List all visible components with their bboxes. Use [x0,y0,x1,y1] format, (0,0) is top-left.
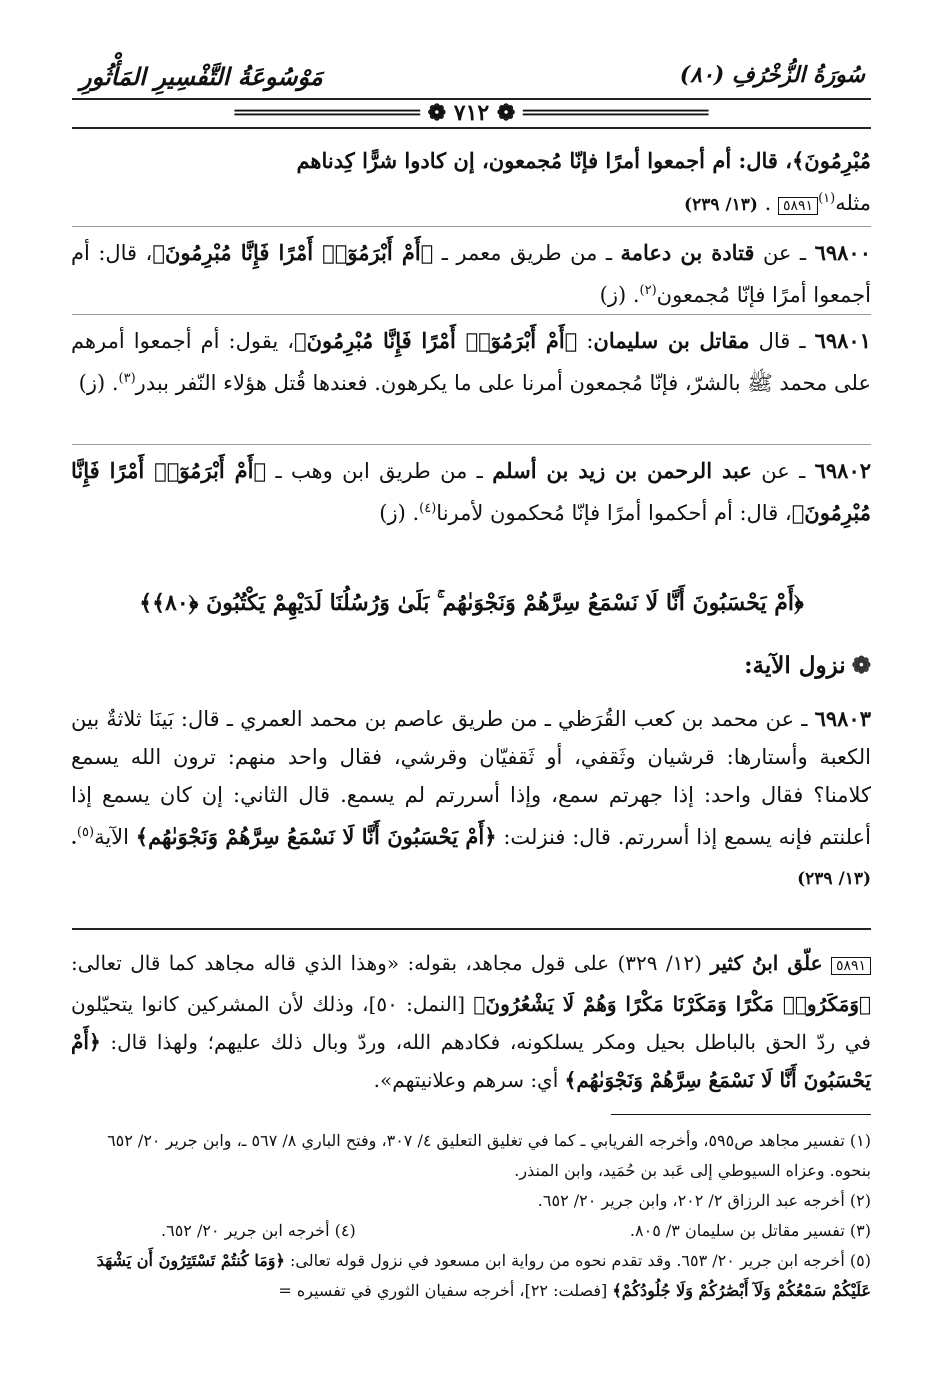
narration-69801: ٦٩٨٠١ ـ قال مقاتل بن سليمان: ﴿أَمْ أَبْرَمُوٓا۟ أَمْرًا فَإِنَّا مُبْرِمُونَ﴾، يقول: أم أجمعوا أمرهم على محمد ﷺ بالشرّ، فإنّا مُجمعون أمرنا على ما يكرهون. فعندها قُتل هؤلاء النّفر ببدر$^{(٣)}$. (ز) [71,328,871,395]
volume-ref: (١٣/ ٢٣٩) [684,195,758,215]
section-heading [744,652,871,679]
narration-text: ـ قال [758,329,806,353]
footnote-3: (٣) تفسير مقاتل بن سليمان ٣/ ٨٠٥. [629,1221,871,1240]
comment-box-ref: ٥٨٩١ [831,957,871,975]
footnote-row [71,1216,871,1246]
footnote-marker: (١) [818,191,836,206]
commentary-5891 [71,944,871,1099]
footnote-marker: (٢) [639,283,657,298]
section-heading-text: نزول الآية: [744,652,846,679]
page-ornament-left: ❁ ══════════════ [234,100,454,126]
narrator-name: مقاتل بن سليمان [593,328,750,353]
quran-verse-80: ﴿أَمْ يَحْسَبُونَ أَنَّا لَا نَسْمَعُ سِرَّهُمْ وَنَجْوَىٰهُم ۚ بَلَىٰ وَرُسُلُنَا لَدَيْهِمْ يَكْتُبُونَ ﴿٨٠﴾﴾ [139,590,804,616]
narration-text: الآية [94,825,136,849]
commentator-name: علّق ابنُ كثير [710,951,823,975]
quran-quote: ﴿وَمَا كُنتُمْ تَسْتَتِرُونَ أَن يَشْهَدَ عَلَيْكُمْ سَمْعُكُمْ وَلَآ أَبْصَٰرُكُمْ وَلَا جُلُودُكُمْ﴾ [96,1251,871,1300]
commentary-text: (١٢/ ٣٢٩) على قول مجاهد، بقوله: «وهذا الذي قاله مجاهد كما قال تعالى: [71,951,702,975]
book-title-header: مَوْسُوعَةُ التَّفْسِيرِ المَأْثُورِ [80,62,323,91]
quran-quote: ﴿أَمْ أَبْرَمُوٓا۟ أَمْرًا فَإِنَّا مُبْرِمُونَ﴾ [152,240,434,265]
narration-number: ٦٩٨٠١ [814,328,871,353]
footnote-4: (٤) أخرجه ابن جرير ٢٠/ ٦٥٢. [161,1221,356,1240]
footnote-marker: (٤) [419,501,437,516]
footnote-marker: (٥) [76,825,95,840]
separator [72,226,871,227]
narration-text: ـ من طريق معمر ـ [441,241,612,265]
narration-text: ، يقول: أم أجمعوا أمرهم على محمد ﷺ بالشرّ، فإنّا مُجمعون أمرنا على ما يكرهون. فعندها قُتل هؤلاء النّفر ببدر [71,329,871,395]
header-rule-bottom [72,127,871,129]
footnote-5 [71,1246,871,1306]
narration-text: ـ من طريق ابن وهب ـ [275,459,483,483]
narration-number: ٦٩٨٠٣ [814,706,871,731]
footnotes [71,1126,871,1306]
narration-text: ـ عن [761,459,806,483]
narrator-name: قتادة بن دعامة [620,240,755,265]
intro-line: مُبْرِمُونَ﴾، قال: أم أجمعوا أمرًا فإنّا مُجمعون، إن كادوا شرًّا كِدناهم [296,148,871,173]
narration-tail: . (ز) [78,371,119,395]
footnote-rule [611,1114,871,1115]
footnote-text: (٥) أخرجه ابن جرير ٢٠/ ٦٥٣. وقد تقدم نحوه من رواية ابن مسعود في نزول قوله تعالى: [289,1251,871,1270]
quran-quote: ﴿أَمْ يَحْسَبُونَ أَنَّا لَا نَسْمَعُ سِرَّهُمْ وَنَجْوَىٰهُم﴾ [135,824,497,849]
narration-tail: . (ز) [599,283,640,307]
footnote-1: (١) تفسير مجاهد ص٥٩٥، وأخرجه الفريابي ـ كما في تغليق التعليق ٤/ ٣٠٧، وفتح الباري ٨/ ٥٦٧ ـ، وابن جرير ٢٠/ ٦٥٢ بنحوه. وعزاه السيوطي إلى عَبد بن حُمَيد، وابن المنذر. [107,1131,871,1180]
comment-box-ref: ٥٨٩١ [778,197,818,215]
footnote-text: [فصلت: ٢٢]، أخرجه سفيان الثوري في تفسيره = [278,1281,608,1300]
narration-69802 [71,452,871,532]
footnote-2: (٢) أخرجه عبد الرزاق ٢/ ٢٠٢، وابن جرير ٢٠/ ٦٥٢. [537,1191,871,1210]
surah-header: سُورَةُ الزُّخْرُفِ (٨٠) [679,62,865,88]
narration-text: ـ عن محمد بن كعب القُرَظي ـ من طريق عاصم بن محمد العمري ـ قال: بَينَا ثلاثةٌ بين الكعبة وأستارها: قرشيان وثَقفي، أو ثَقفيّان وقرشي، فقال واحد منهم: ترون الله يسمع كلامنا؟ فقال واحد: إذا جهرتم سمع، وإذا أسررتم لم يسمع. قال الثاني: إن كان يسمع إذا أعلنتم فإنه يسمع إذا أسررتم. قال: فنزلت: [71,707,871,849]
footnote-marker: (٣) [118,371,136,386]
narration-text: ، قال: أم أجمعوا أمرًا فإنّا مُجمعون [71,241,871,307]
volume-ref: . (١٣/ ٢٣٩) [71,829,871,889]
separator [72,444,871,445]
narration-number: ٦٩٨٠٠ [814,240,871,265]
narration-text: ـ عن [762,241,807,265]
commentary-text: أي: سرهم وعلانيتهم». [373,1068,559,1092]
separator [72,314,871,315]
quran-quote: ﴿أَمْ يَحْسَبُونَ أَنَّا لَا نَسْمَعُ سِرَّهُمْ وَنَجْوَىٰهُم﴾ [71,1030,871,1092]
narration-number: ٦٩٨٠٢ [814,458,872,483]
flower-icon: ❁ [851,652,871,679]
quran-quote: ﴿أَمْ أَبْرَمُوٓا۟ أَمْرًا فَإِنَّا مُبْرِمُونَ﴾ [71,458,871,525]
narration-tail: . (ز) [379,501,420,525]
narrator-name: عبد الرحمن بن زيد بن أسلم [492,458,752,483]
narration-69800 [71,234,871,314]
narration-text: ، قال: أم أحكموا أمرًا فإنّا مُحكمون لأمرنا [436,501,792,525]
narration-69803 [71,700,871,898]
intro-paragraph: مُبْرِمُونَ﴾، قال: أم أجمعوا أمرًا فإنّا مُجمعون، إن كادوا شرًّا كِدناهم مثله$^{(١)}$٥٨٩١ . (١٣/ ٢٣٩) [296,148,871,215]
page-number-value: ٧١٢ [453,100,490,126]
quran-quote: ﴿وَمَكَرُوا۟ مَكْرًا وَمَكَرْنَا مَكْرًا وَهُمْ لَا يَشْعُرُونَ﴾ [473,992,871,1016]
page-ornament-right: ══════════════ ❁ [489,100,709,126]
intro-text: مثله [835,191,871,215]
commentary-text: [النمل: ٥٠]، وذلك لأن المشركين كانوا يتحيّلون في ردّ الحق بالباطل بحيل ومكر يسلكونه، فكادهم الله، وردّ وبال ذلك عليهم؛ ولهذا قال: [71,992,871,1054]
comment-rule [72,928,871,930]
quran-quote: ﴿أَمْ أَبْرَمُوٓا۟ أَمْرًا فَإِنَّا مُبْرِمُونَ﴾ [294,328,578,353]
page-number [0,100,943,126]
